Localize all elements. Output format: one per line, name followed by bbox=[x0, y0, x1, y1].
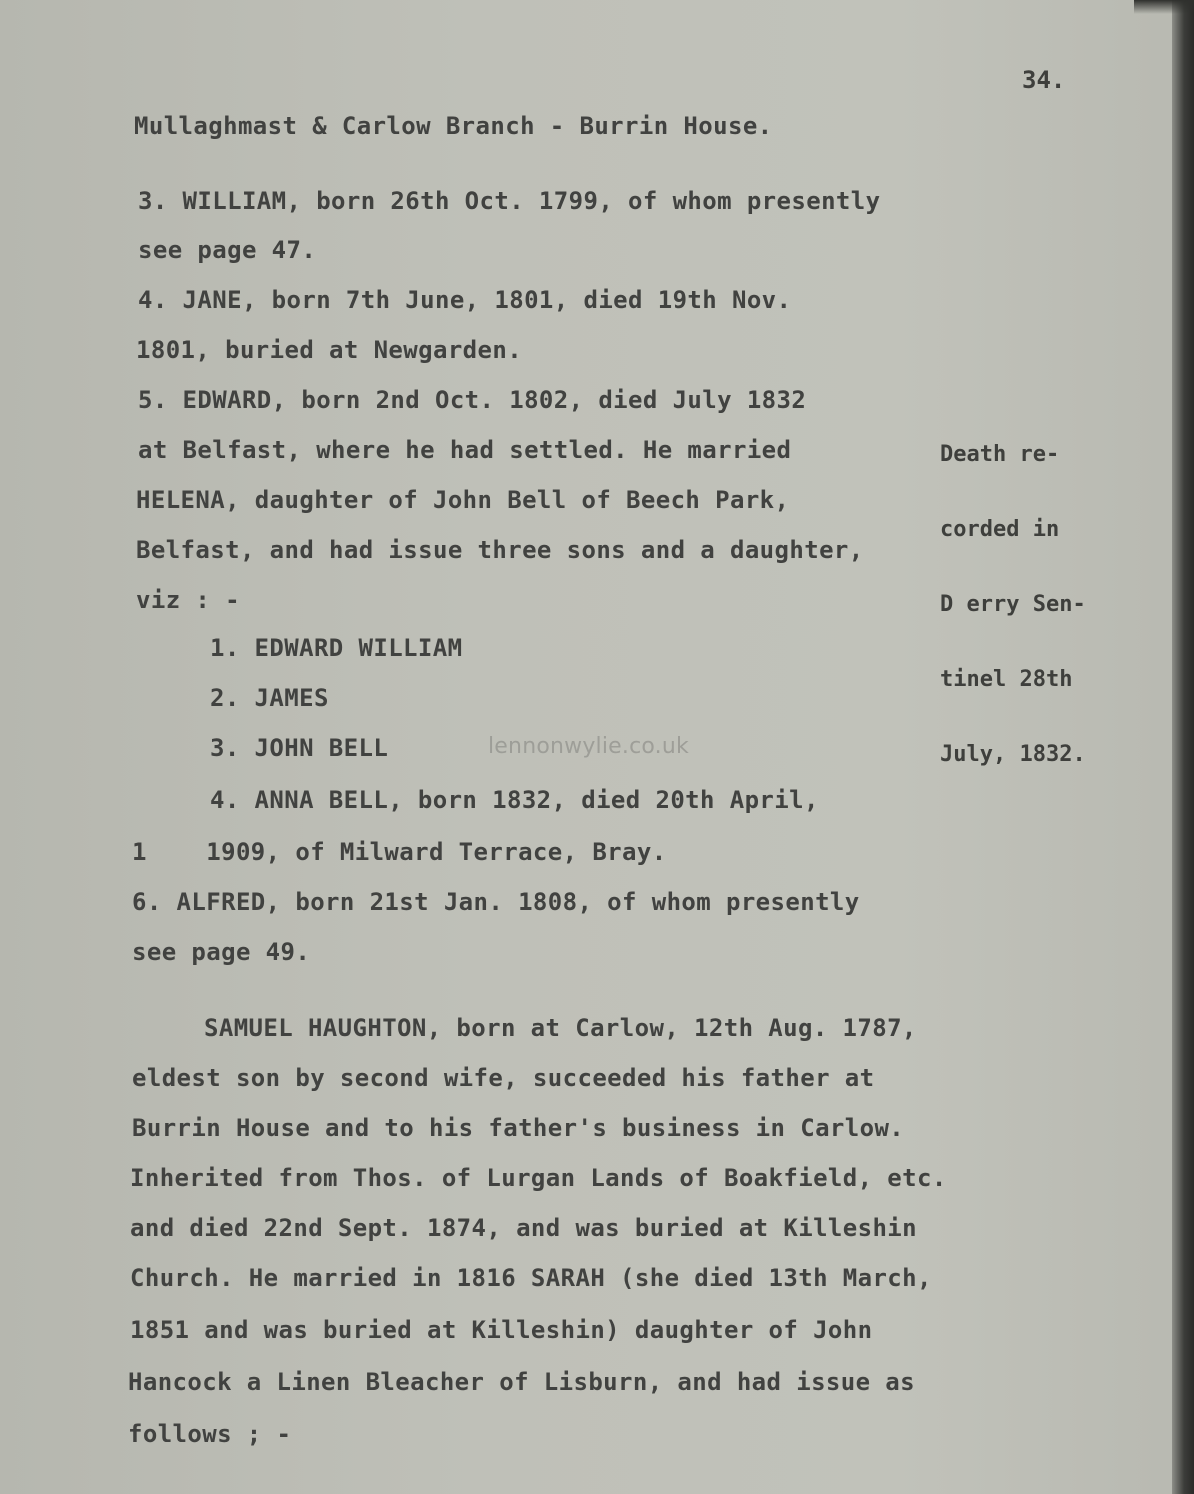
child-list-item: 2. JAMES bbox=[210, 684, 329, 712]
margin-note-line: D erry Sen- bbox=[940, 592, 1086, 617]
text-line: 1801, buried at Newgarden. bbox=[136, 336, 523, 364]
margin-note-line: tinel 28th bbox=[940, 667, 1073, 692]
page-edge-shadow bbox=[1172, 0, 1194, 1494]
text-line: Burrin House and to his father's business in Carlow. bbox=[132, 1114, 905, 1142]
margin-note-line: Death re- bbox=[940, 442, 1060, 467]
watermark: lennonwylie.co.uk bbox=[488, 734, 689, 759]
margin-note-line: July, 1832. bbox=[940, 742, 1086, 767]
text-line: 3. WILLIAM, born 26th Oct. 1799, of whom presently bbox=[138, 187, 881, 215]
text-line: eldest son by second wife, succeeded his father at bbox=[132, 1064, 875, 1092]
margin-note-line: corded in bbox=[940, 517, 1060, 542]
text-line: Hancock a Linen Bleacher of Lisburn, and had issue as bbox=[128, 1368, 916, 1396]
text-line: Church. He married in 1816 SARAH (she died 13th March, bbox=[130, 1264, 932, 1292]
text-line: and died 22nd Sept. 1874, and was buried at Killeshin bbox=[130, 1214, 918, 1242]
text-line: SAMUEL HAUGHTON, born at Carlow, 12th Aug. 1787, bbox=[204, 1014, 917, 1042]
page-number: 34. bbox=[1022, 66, 1066, 94]
page-heading: Mullaghmast & Carlow Branch - Burrin House. bbox=[134, 112, 773, 140]
child-list-item: 1. EDWARD WILLIAM bbox=[210, 634, 463, 662]
child-list-item: 3. JOHN BELL bbox=[210, 734, 389, 762]
text-line: Inherited from Thos. of Lurgan Lands of Boakfield, etc. bbox=[130, 1164, 947, 1192]
text-line: 1851 and was buried at Killeshin) daughter of John bbox=[130, 1316, 873, 1344]
child-list-item: 4. ANNA BELL, born 1832, died 20th April, bbox=[210, 786, 819, 814]
text-line: follows ; - bbox=[128, 1420, 292, 1448]
text-line: 6. ALFRED, born 21st Jan. 1808, of whom presently bbox=[132, 888, 860, 916]
text-line: 1 1909, of Milward Terrace, Bray. bbox=[132, 838, 667, 866]
page-corner-shadow bbox=[1134, 0, 1194, 14]
text-line: see page 47. bbox=[138, 236, 317, 264]
text-line: HELENA, daughter of John Bell of Beech Park, bbox=[136, 486, 790, 514]
text-line: 4. JANE, born 7th June, 1801, died 19th Nov. bbox=[138, 286, 792, 314]
text-line: 5. EDWARD, born 2nd Oct. 1802, died July 1832 bbox=[138, 386, 807, 414]
margin-note bbox=[940, 392, 1120, 817]
text-line: Belfast, and had issue three sons and a daughter, bbox=[136, 536, 864, 564]
text-line: viz : - bbox=[136, 586, 240, 614]
text-line: see page 49. bbox=[132, 938, 311, 966]
text-line: at Belfast, where he had settled. He married bbox=[138, 436, 792, 464]
